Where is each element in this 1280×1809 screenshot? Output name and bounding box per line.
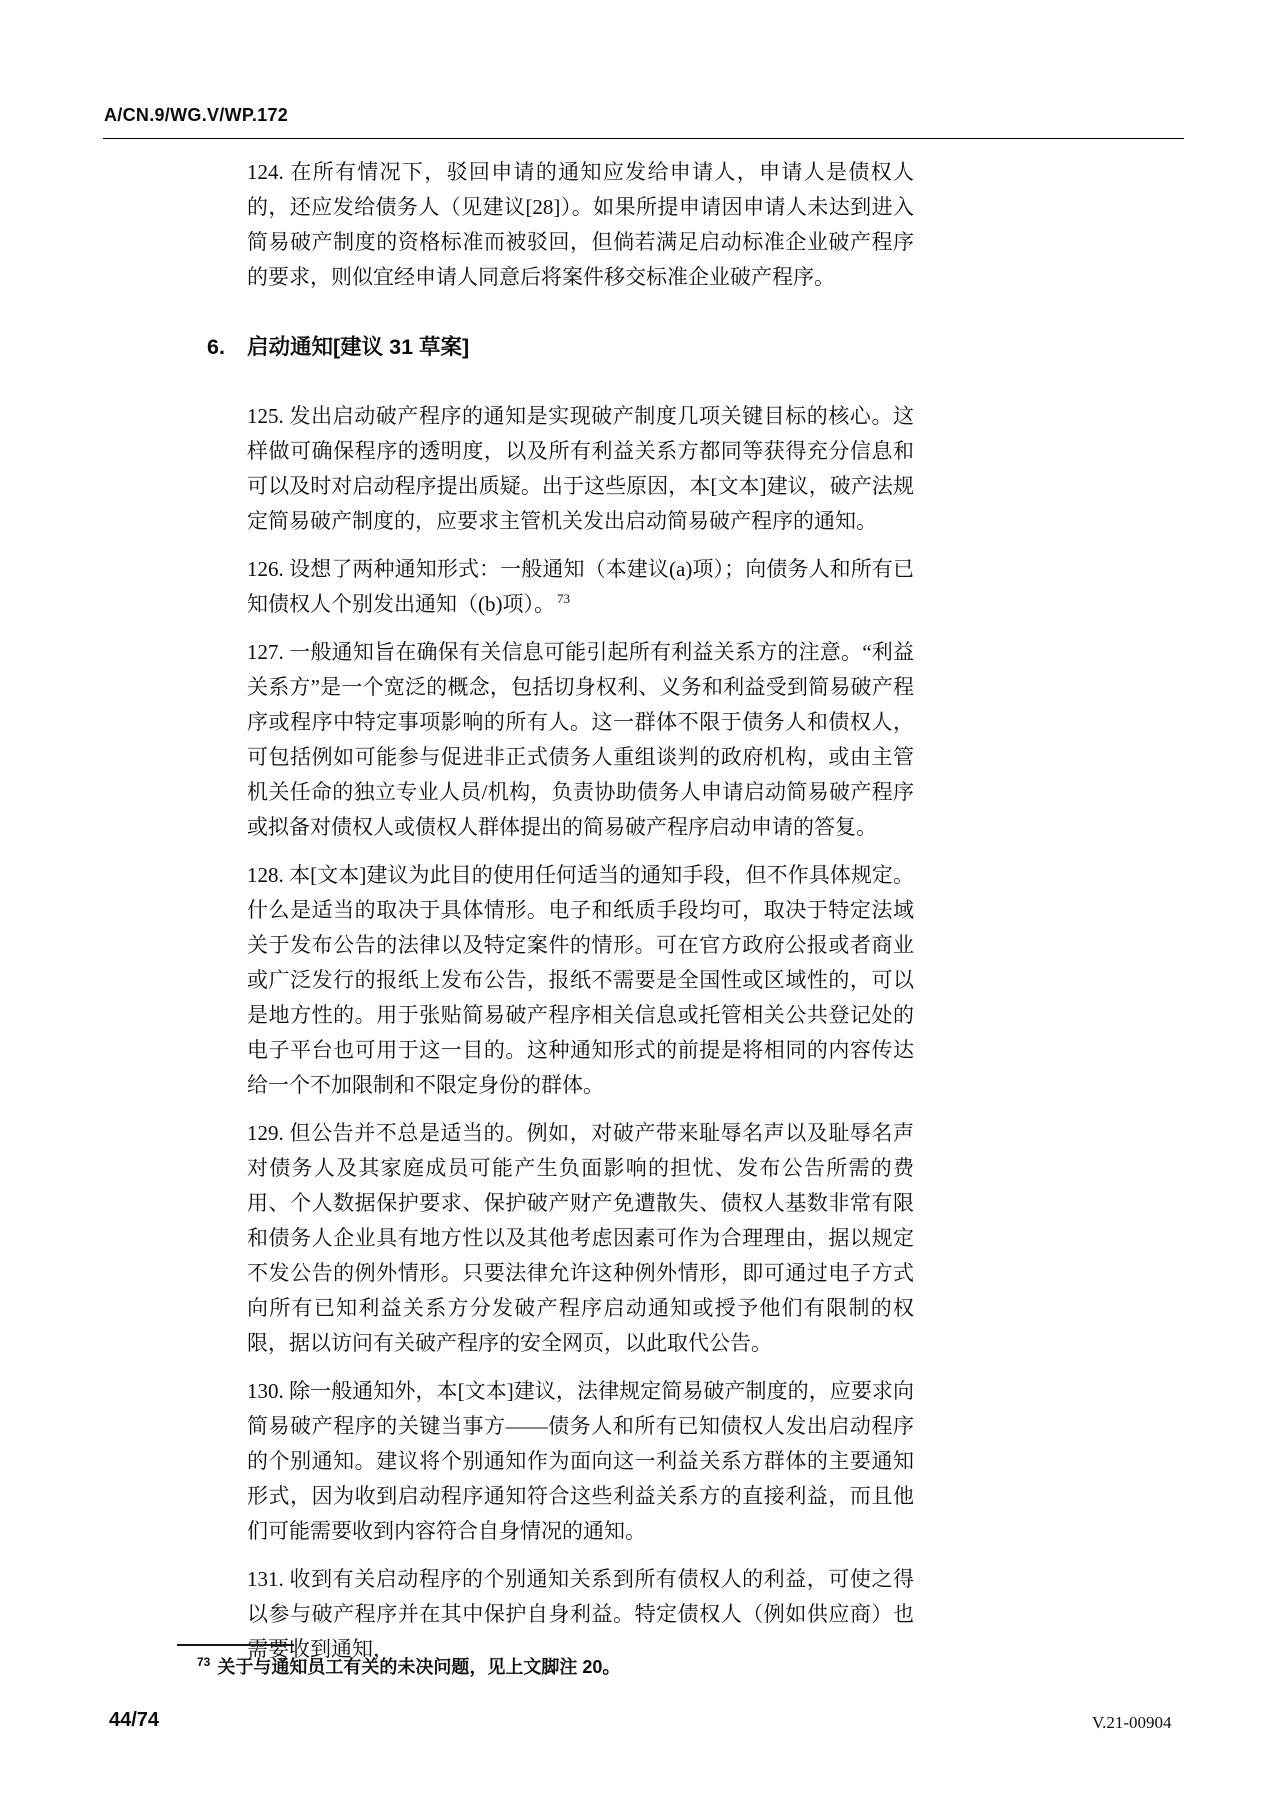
footnote-ref-73: 73 [557, 591, 570, 606]
paragraph-126-text: 126. 设想了两种通知形式：一般通知（本建议(a)项）；向债务人和所有已知债权人个别发出通知（(b)项）。 [247, 557, 914, 616]
paragraph-125: 125. 发出启动破产程序的通知是实现破产制度几项关键目标的核心。这样做可确保程序的透明度，以及所有利益关系方都同等获得充分信息和可以及时对启动程序提出质疑。出于这些原因，本[文本]建议，破产法规定简易破产制度的，应要求主管机关发出启动简易破产程序的通知。 [247, 404, 914, 533]
document-symbol: A/CN.9/WG.V/WP.172 [104, 105, 289, 125]
paragraph-126 [247, 552, 914, 622]
footnote-text: 关于与通知员工有关的未决问题，见上文脚注 20。 [217, 1657, 621, 1677]
footnote-73 [197, 1654, 927, 1681]
section-number: 6. [207, 335, 225, 359]
paragraph-131: 131. 收到有关启动程序的个别通知关系到所有债权人的利益，可使之得以参与破产程序并在其中保护自身利益。特定债权人（例如供应商）也需要收到通知， [247, 1567, 914, 1661]
document-body [207, 155, 914, 1680]
paragraph-124: 124. 在所有情况下，驳回申请的通知应发给申请人，申请人是债权人的，还应发给债务人（见建议[28]）。如果所提申请因申请人未达到进入简易破产制度的资格标准而被驳回，但倘若满足启动标准企业破产程序的要求，则似宜经申请人同意后将案件移交标准企业破产程序。 [247, 160, 914, 289]
document-code: V.21-00904 [1092, 1713, 1172, 1732]
paragraph-129: 129. 但公告并不总是适当的。例如，对破产带来耻辱名声以及耻辱名声对债务人及其家庭成员可能产生负面影响的担忧、发布公告所需的费用、个人数据保护要求、保护破产财产免遭散失、债权人基数非常有限和债务人企业具有地方性以及其他考虑因素可作为合理理由，据以规定不发公告的例外情形。只要法律允许这种例外情形，即可通过电子方式向所有已知利益关系方分发破产程序启动通知或授予他们有限制的权限，据以访问有关破产程序的安全网页，以此取代公告。 [247, 1121, 914, 1355]
section-heading [207, 329, 914, 365]
page-number: 44/74 [109, 1709, 160, 1731]
paragraph-130: 130. 除一般通知外，本[文本]建议，法律规定简易破产制度的，应要求向简易破产程序的关键当事方——债务人和所有已知债权人发出启动程序的个别通知。建议将个别通知作为面向这一利益关系方群体的主要通知形式，因为收到启动程序通知符合这些利益关系方的直接利益，而且他们可能需要收到内容符合自身情况的通知。 [247, 1379, 914, 1543]
section-title: 启动通知[建议 31 草案] [247, 335, 470, 359]
paragraph-128: 128. 本[文本]建议为此目的使用任何适当的通知手段，但不作具体规定。什么是适当的取决于具体情形。电子和纸质手段均可，取决于特定法域关于发布公告的法律以及特定案件的情形。可在官方政府公报或者商业或广泛发行的报纸上发布公告，报纸不需要是全国性或区域性的，可以是地方性的。用于张贴简易破产程序相关信息或托管相关公共登记处的电子平台也可用于这一目的。这种通知形式的前提是将相同的内容传达给一个不加限制和不限定身份的群体。 [247, 863, 914, 1097]
footnote-marker: 73 [197, 1655, 211, 1669]
header-rule [103, 138, 1184, 139]
footnote-separator [177, 1644, 294, 1646]
paragraph-127: 127. 一般通知旨在确保有关信息可能引起所有利益关系方的注意。“利益关系方”是一个宽泛的概念，包括切身权利、义务和利益受到简易破产程序或程序中特定事项影响的所有人。这一群体不限于债务人和债权人，可包括例如可能参与促进非正式债务人重组谈判的政府机构，或由主管机关任命的独立专业人员/机构，负责协助债务人申请启动简易破产程序或拟备对债权人或债权人群体提出的简易破产程序启动申请的答复。 [247, 640, 914, 839]
